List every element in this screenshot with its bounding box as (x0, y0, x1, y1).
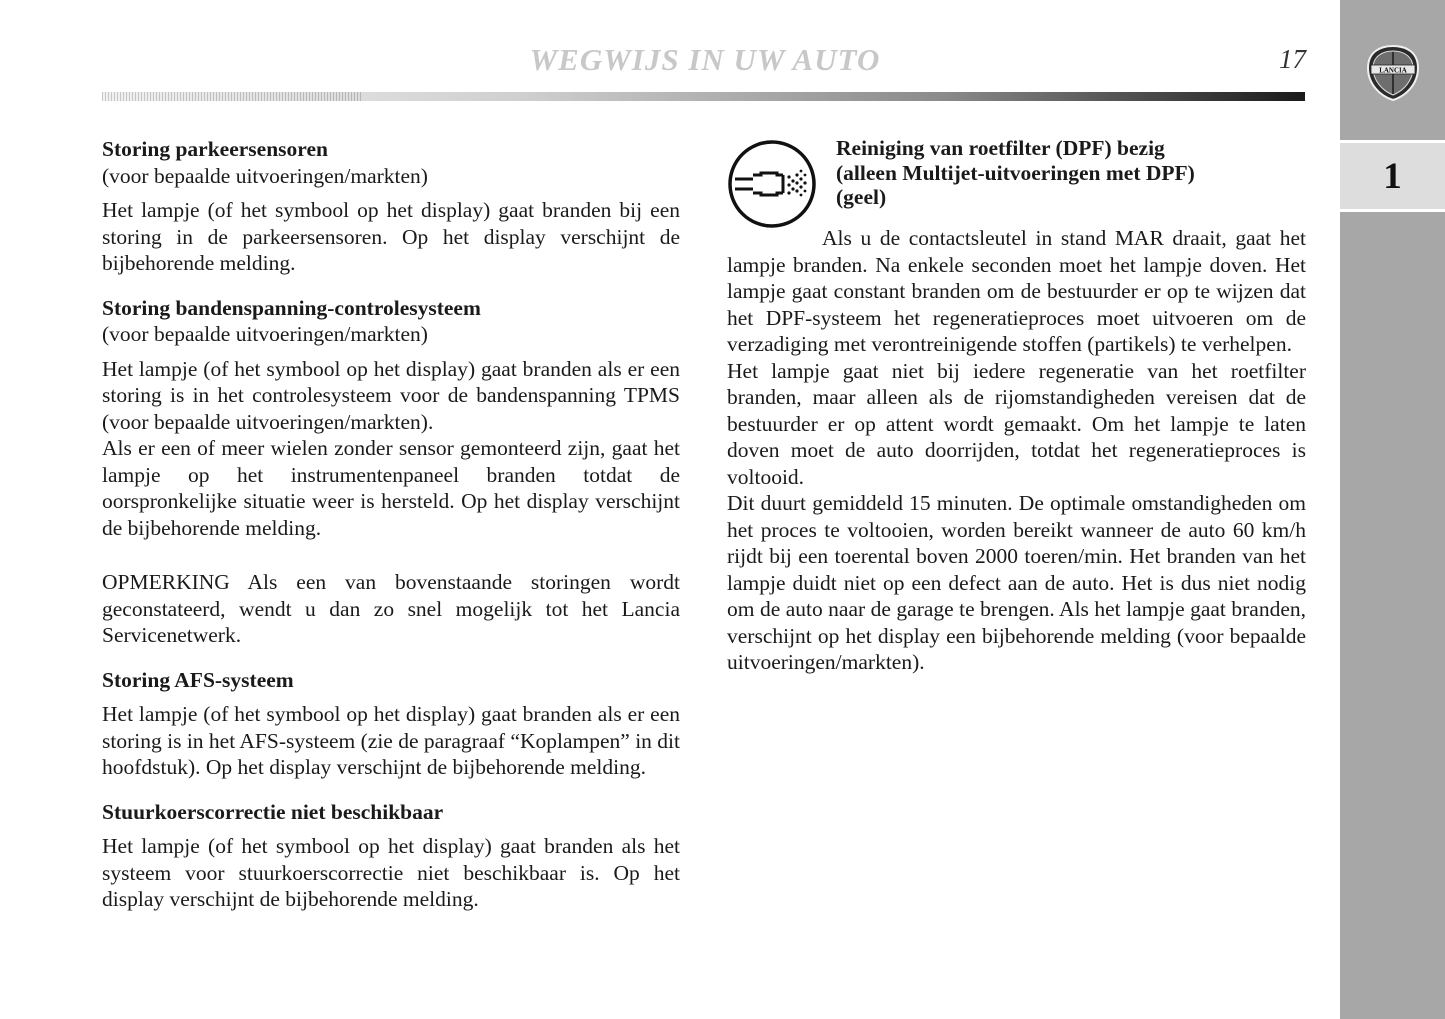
section-heading: Storing bandenspanning-controlesysteem (102, 295, 481, 320)
page-header-title: WEGWIJS IN UW AUTO (529, 42, 881, 77)
dpf-warning-icon (727, 139, 817, 229)
section-body: Als er een of meer wielen zonder sensor gemonteerd zijn, gaat het lampje op het instrumentenpaneel branden totdat de oorspronkelijke situatie weer is hersteld. Op het display verschijnt de bijbehorende melding. (102, 436, 680, 540)
logo-area (1340, 0, 1445, 140)
section-body: Als u de contactsleutel in stand MAR draait, gaat het lampje branden. Na enkele seconden moet het lampje doven. Het lampje gaat constant branden om de bestuurder er op te wijzen dat het DPF-systeem het regeneratieproces moet uitvoeren om de verzadiging met verontreinigende stoffen (partikels) te verhelpen. (727, 226, 1306, 356)
lancia-logo-icon (1366, 44, 1420, 102)
svg-text:LANCIA: LANCIA (1379, 66, 1407, 75)
section-body: Het lampje gaat niet bij iedere regeneratie van het roetfilter branden, maar alleen als de rijomstandigheden vereisen dat de bestuurder er op attent wordt gemaakt. Om het lampje te laten doven moet de auto doorrijden, totdat het regeneratieproces is voltooid. (727, 358, 1306, 489)
header-rule-texture (102, 92, 362, 101)
left-column (102, 136, 680, 913)
side-separator (1340, 209, 1445, 212)
chapter-side-bar (1340, 0, 1445, 1019)
section-body: Het lampje (of het symbool op het display) gaat branden bij een storing in de parkeersensoren. Op het display verschijnt de bijbehorende melding. (102, 198, 680, 275)
section-subheading: (voor bepaalde uitvoeringen/markten) (102, 163, 428, 188)
dpf-heading-line: Reiniging van roetfilter (DPF) bezig (836, 136, 1165, 160)
section-body: Dit duurt gemiddeld 15 minuten. De optimale omstandigheden om het proces te voltooien, worden bereikt wanneer de auto 60 km/h rijdt bij een toerental boven 2000 toeren/min. Het branden van het lampje duidt niet op een defect aan de auto. Het is dus niet nodig om de auto naar de garage te brengen. Als het lampje gaat branden, verschijnt op het display een bijbehorende melding (voor bepaalde uitvoeringen/markten). (727, 491, 1306, 674)
dpf-heading-line: (alleen Multijet-uitvoeringen met DPF) (836, 160, 1195, 185)
dpf-section-heading (836, 136, 1306, 210)
section-heading: Storing parkeersensoren (102, 137, 328, 161)
note-paragraph: OPMERKING Als een van bovenstaande storingen wordt geconstateerd, wendt u dan zo snel mogelijk tot het Lancia Servicenetwerk. (102, 570, 680, 647)
section-heading: Storing AFS-systeem (102, 667, 294, 692)
section-body: Het lampje (of het symbool op het display) gaat branden als er een storing is in het AFS-systeem (zie de paragraaf “Koplampen” in dit hoofdstuk). Op het display verschijnt de bijbehorende melding. (102, 702, 680, 779)
page-number: 17 (1279, 44, 1306, 74)
right-column (727, 225, 1306, 676)
section-subheading: (voor bepaalde uitvoeringen/markten) (102, 322, 428, 346)
section-body: Het lampje (of het symbool op het display) gaat branden als er een storing is in het controlesysteem voor de bandenspanning TPMS (voor bepaalde uitvoeringen/markten). (102, 356, 680, 434)
chapter-tab[interactable]: 1 (1340, 143, 1445, 209)
section-heading: Stuurkoerscorrectie niet beschikbaar (102, 799, 444, 824)
section-body: Het lampje (of het symbool op het display) gaat branden als het systeem voor stuurkoerscorrectie niet beschikbaar is. Op het display verschijnt de bijbehorende melding. (102, 834, 680, 911)
dpf-heading-line: (geel) (836, 185, 887, 209)
